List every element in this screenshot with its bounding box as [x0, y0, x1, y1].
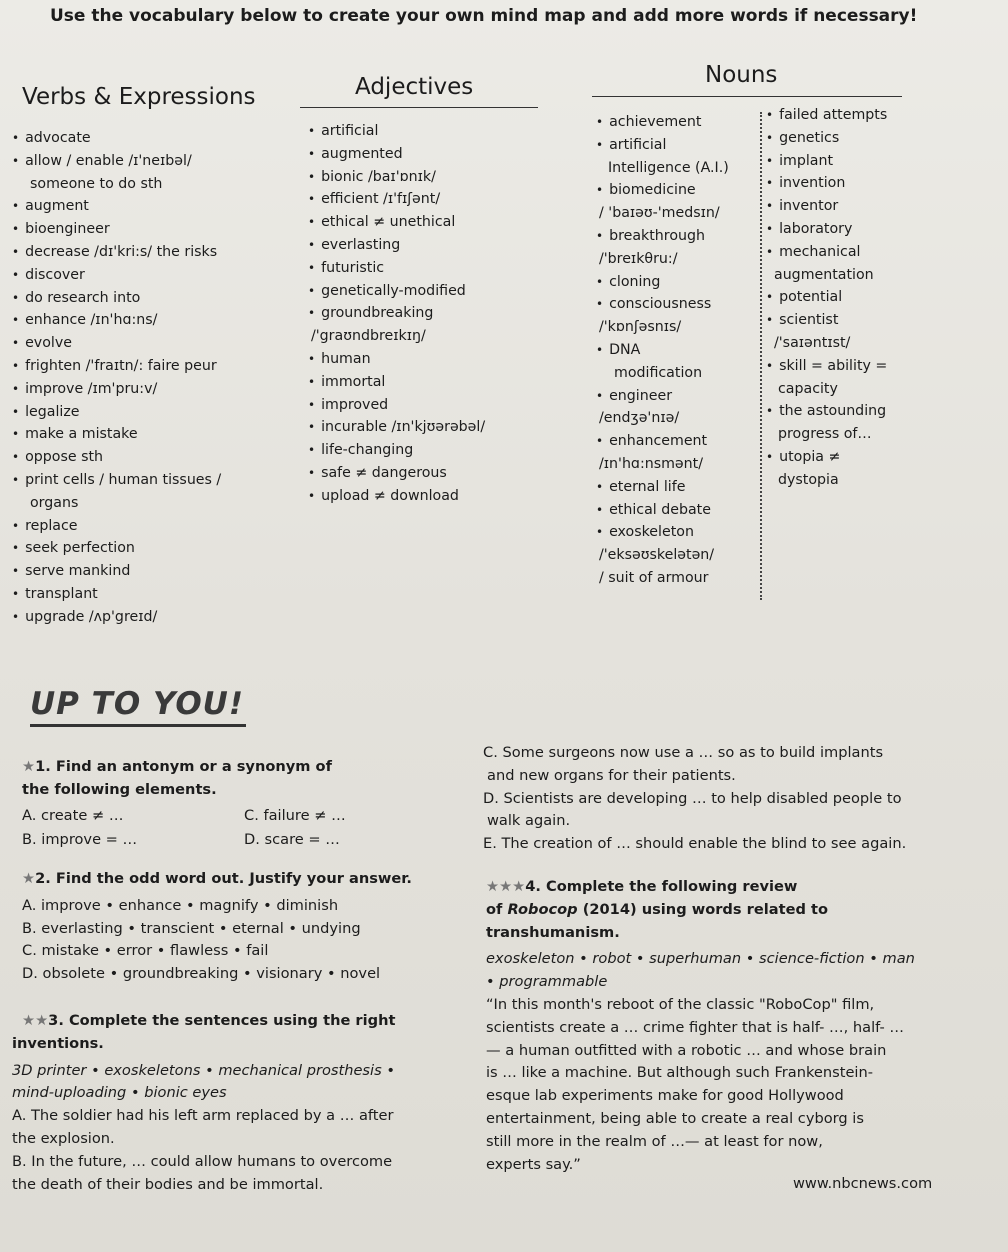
- exercise-item: A. improve • enhance • magnify • diminish: [22, 896, 339, 914]
- list-item: /'graʊndbreɪkɪŋ/: [311, 328, 426, 345]
- exercise-item: C. failure ≠ …: [244, 807, 346, 824]
- list-item: /'eksəʊskelətən/: [599, 547, 715, 564]
- list-item: • utopia ≠: [766, 446, 887, 469]
- exercise-item: D. Scientists are developing … to help disabled people to: [483, 789, 902, 807]
- list-item: • incurable /ɪn'kjʊərəbəl/: [308, 416, 485, 439]
- list-item: organs: [30, 494, 79, 511]
- list-item: • potential: [766, 286, 887, 309]
- exercise-title: transhumanism.: [486, 923, 620, 941]
- exercise-item: A. The soldier had his left arm replaced by a … after: [12, 1107, 394, 1125]
- list-item: • DNA: [596, 339, 729, 362]
- list-item: • groundbreaking: [308, 302, 485, 325]
- up-to-you-heading: UP TO YOU!: [30, 686, 244, 722]
- review-line: — a human outfitted with a robotic … and whose brain: [486, 1041, 887, 1059]
- list-item: • genetics: [766, 127, 887, 150]
- list-item: • enhancement: [596, 430, 729, 453]
- star-rating: ★★: [22, 1012, 49, 1029]
- list-item: • failed attempts: [766, 104, 887, 127]
- list-item: • ethical debate: [596, 499, 729, 522]
- list-item: • scientist: [766, 309, 887, 332]
- list-item: someone to do sth: [30, 175, 163, 192]
- list-item: • allow / enable /ɪ'neɪbəl/: [12, 150, 221, 173]
- list-item: • evolve: [12, 332, 221, 355]
- list-item: • consciousness: [596, 293, 729, 316]
- exercise-1-items-ac: [22, 805, 346, 828]
- heading-adjectives: Adjectives: [355, 74, 474, 100]
- up-to-you-underline: [30, 724, 246, 727]
- list-item: • improve /ɪm'pru:v/: [12, 378, 221, 401]
- list-item: • make a mistake: [12, 423, 221, 446]
- exercise-item: A. create ≠ …: [22, 807, 124, 824]
- film-title: Robocop: [507, 900, 578, 918]
- list-item: • mechanical: [766, 241, 887, 264]
- star-rating: ★★★: [486, 878, 526, 895]
- star-rating: ★: [22, 758, 36, 775]
- list-item: • skill = ability =: [766, 355, 887, 378]
- list-item: / 'baɪəʊ-'medsɪn/: [599, 205, 720, 222]
- list-item: • futuristic: [308, 257, 485, 280]
- list-item: • efficient /ɪ'fɪʃənt/: [308, 188, 485, 211]
- exercise-item: C. Some surgeons now use a … so as to build implants: [483, 744, 884, 761]
- list-item: • achievement: [596, 111, 729, 134]
- list-item: • augment: [12, 195, 221, 218]
- nouns-list-right: [766, 104, 887, 492]
- list-item: • genetically-modified: [308, 280, 485, 303]
- list-item: • discover: [12, 264, 221, 287]
- list-item: • bionic /baɪ'ɒnɪk/: [308, 166, 485, 189]
- exercise-title: 2. Find the odd word out. Justify your answer.: [35, 870, 412, 887]
- instruction: Use the vocabulary below to create your own mind map and add more words if necessary!: [50, 6, 918, 26]
- exercise-item: walk again.: [487, 812, 571, 830]
- list-item: capacity: [778, 380, 838, 397]
- list-item: • implant: [766, 150, 887, 173]
- exercise-item: D. scare = …: [244, 831, 340, 848]
- list-item: • breakthrough: [596, 225, 729, 248]
- list-item: / suit of armour: [599, 569, 709, 586]
- review-line: “In this month's reboot of the classic "RoboCop" film,: [486, 995, 875, 1013]
- review-line: is … like a machine. But although such Frankenstein-: [486, 1064, 874, 1082]
- list-item: • legalize: [12, 401, 221, 424]
- list-item: • upgrade /ʌp'greɪd/: [12, 606, 221, 629]
- word-bank: • programmable: [486, 973, 608, 991]
- exercise-title: of: [486, 900, 508, 918]
- exercise-item: the death of their bodies and be immortal.: [12, 1175, 324, 1193]
- exercise-title: 4. Complete the following review: [525, 878, 798, 895]
- list-item: • safe ≠ dangerous: [308, 462, 485, 485]
- list-item: • frighten /'fraɪtn/: faire peur: [12, 355, 221, 378]
- exercise-item: B. In the future, … could allow humans to overcome: [12, 1152, 393, 1170]
- list-item: • the astounding: [766, 400, 887, 423]
- word-bank: exoskeleton • robot • superhuman • science-fiction • man: [486, 950, 915, 968]
- heading-nouns: Nouns: [705, 62, 778, 88]
- word-bank: mind-uploading • bionic eyes: [12, 1084, 227, 1102]
- list-item: • improved: [308, 394, 485, 417]
- list-item: • everlasting: [308, 234, 485, 257]
- list-item: /ɪn'hɑ:nsmənt/: [599, 455, 703, 472]
- list-item: progress of…: [778, 426, 872, 443]
- list-item: • human: [308, 348, 485, 371]
- list-item: • augmented: [308, 143, 485, 166]
- list-item: • ethical ≠ unethical: [308, 211, 485, 234]
- list-item: • serve mankind: [12, 560, 221, 583]
- list-item: • life-changing: [308, 439, 485, 462]
- list-item: • artificial: [308, 120, 485, 143]
- list-item: • engineer: [596, 385, 729, 408]
- list-item: • laboratory: [766, 218, 887, 241]
- exercise-item: B. everlasting • transcient • eternal • undying: [22, 919, 361, 937]
- exercise-3: [12, 1010, 395, 1196]
- list-item: • do research into: [12, 287, 221, 310]
- exercise-4: [486, 876, 915, 1176]
- source-credit: www.nbcnews.com: [793, 1175, 933, 1192]
- list-item: /'saɪəntɪst/: [774, 334, 851, 351]
- adjectives-list: [308, 120, 485, 508]
- exercise-item: and new organs for their patients.: [487, 766, 736, 784]
- list-item: /endʒə'nɪə/: [599, 410, 680, 427]
- review-line: scientists create a … crime fighter that is half- …, half- …: [486, 1018, 905, 1036]
- list-item: • enhance /ɪn'hɑ:ns/: [12, 309, 221, 332]
- nouns-divider: [760, 112, 762, 600]
- review-line: esque lab experiments make for good Hollywood: [486, 1087, 844, 1105]
- list-item: • immortal: [308, 371, 485, 394]
- exercise-item: E. The creation of … should enable the blind to see again.: [483, 835, 907, 853]
- adjectives-underline: [300, 107, 538, 108]
- exercise-item: C. mistake • error • flawless • fail: [22, 942, 269, 960]
- list-item: • seek perfection: [12, 537, 221, 560]
- list-item: • exoskeleton: [596, 521, 729, 544]
- exercise-title: 1. Find an antonym or a synonym of: [35, 758, 332, 775]
- list-item: • eternal life: [596, 476, 729, 499]
- list-item: • inventor: [766, 195, 887, 218]
- nouns-list-left: [596, 111, 729, 590]
- word-bank: 3D printer • exoskeletons • mechanical prosthesis •: [12, 1061, 395, 1079]
- verbs-list: [12, 127, 221, 629]
- exercise-1-items-bd: [22, 829, 340, 852]
- list-item: modification: [614, 364, 703, 381]
- list-item: • print cells / human tissues /: [12, 469, 221, 492]
- list-item: • transplant: [12, 583, 221, 606]
- exercise-title: 3. Complete the sentences using the right: [48, 1012, 396, 1029]
- exercise-item: the explosion.: [12, 1129, 115, 1147]
- list-item: • replace: [12, 515, 221, 538]
- list-item: • biomedicine: [596, 179, 729, 202]
- exercise-item: D. obsolete • groundbreaking • visionary • novel: [22, 965, 381, 983]
- star-rating: ★: [22, 870, 36, 887]
- list-item: • bioengineer: [12, 218, 221, 241]
- list-item: augmentation: [774, 266, 874, 283]
- list-item: • artificial: [596, 134, 729, 157]
- review-line: entertainment, being able to create a real cyborg is: [486, 1109, 864, 1127]
- list-item: /'breɪkθru:/: [599, 250, 678, 267]
- list-item: • advocate: [12, 127, 221, 150]
- list-item: • upload ≠ download: [308, 485, 485, 508]
- list-item: • invention: [766, 172, 887, 195]
- exercise-title: inventions.: [12, 1034, 104, 1052]
- list-item: /'kɒnʃəsnɪs/: [599, 319, 682, 336]
- exercise-1: [22, 756, 332, 802]
- exercise-3-continued: [483, 742, 906, 856]
- nouns-underline: [592, 96, 902, 97]
- heading-verbs: Verbs & Expressions: [22, 84, 256, 110]
- list-item: • decrease /dɪ'kri:s/ the risks: [12, 241, 221, 264]
- list-item: • oppose sth: [12, 446, 221, 469]
- exercise-title: the following elements.: [22, 780, 217, 798]
- list-item: • cloning: [596, 271, 729, 294]
- list-item: Intelligence (A.I.): [608, 159, 729, 176]
- exercise-2: [22, 868, 412, 986]
- exercise-item: B. improve = …: [22, 831, 138, 848]
- list-item: dystopia: [778, 471, 839, 488]
- exercise-title: (2014) using words related to: [577, 900, 828, 918]
- review-line: experts say.”: [486, 1155, 581, 1173]
- review-line: still more in the realm of …— at least for now,: [486, 1132, 823, 1150]
